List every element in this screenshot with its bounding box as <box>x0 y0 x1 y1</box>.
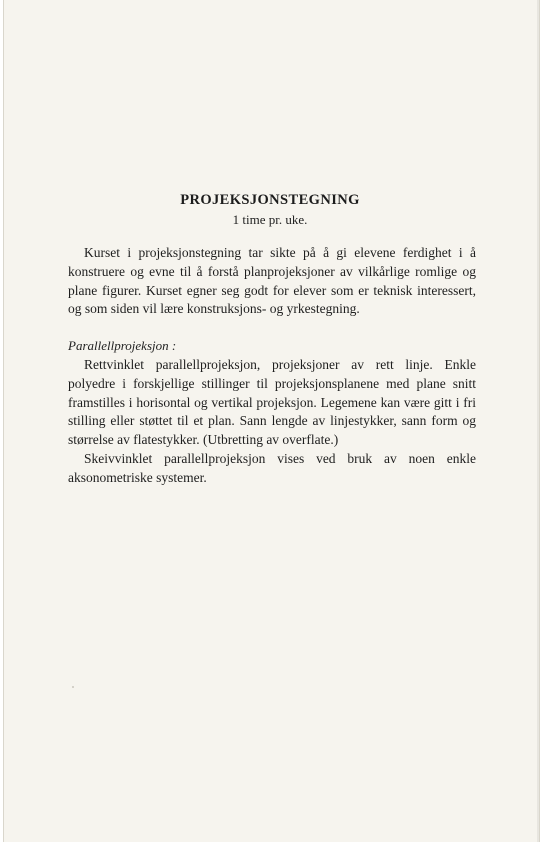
document-subtitle: 1 time pr. uke. <box>232 212 308 227</box>
intro-paragraph: Kurset i projeksjonstegning tar sikte på å gi elevene ferdighet i å konstruere og evne til å forstå planprojeksjoner av vilkårlige romlige og plane figurer. Kurset egner seg godt for elever som er teknisk interessert, og som siden vil lære konstruksjons- og yrkestegning. <box>68 245 476 317</box>
section-paragraph-2: Skeivvinklet parallellprojeksjon vises ved bruk av noen enkle aksonometriske systemer. <box>68 451 476 485</box>
page-edge <box>537 0 539 842</box>
document-title: PROJEKSJONSTEGNING <box>180 192 360 208</box>
section-heading: Parallellprojeksjon : <box>68 338 177 353</box>
paper-speck <box>72 686 74 688</box>
section-paragraph-1: Rettvinklet parallellprojeksjon, projeksjoner av rett linje. Enkle polyedre i forskjellige stillinger til projeksjonsplanene med plane snitt framstilles i horisontal og vertikal projeksjon. Legemene kan være gitt i fri stilling eller støttet til et plan. Sann lengde av linjestykker, sann form og størrelse av flatestykker. (Utbretting av overflate.) <box>68 357 476 448</box>
